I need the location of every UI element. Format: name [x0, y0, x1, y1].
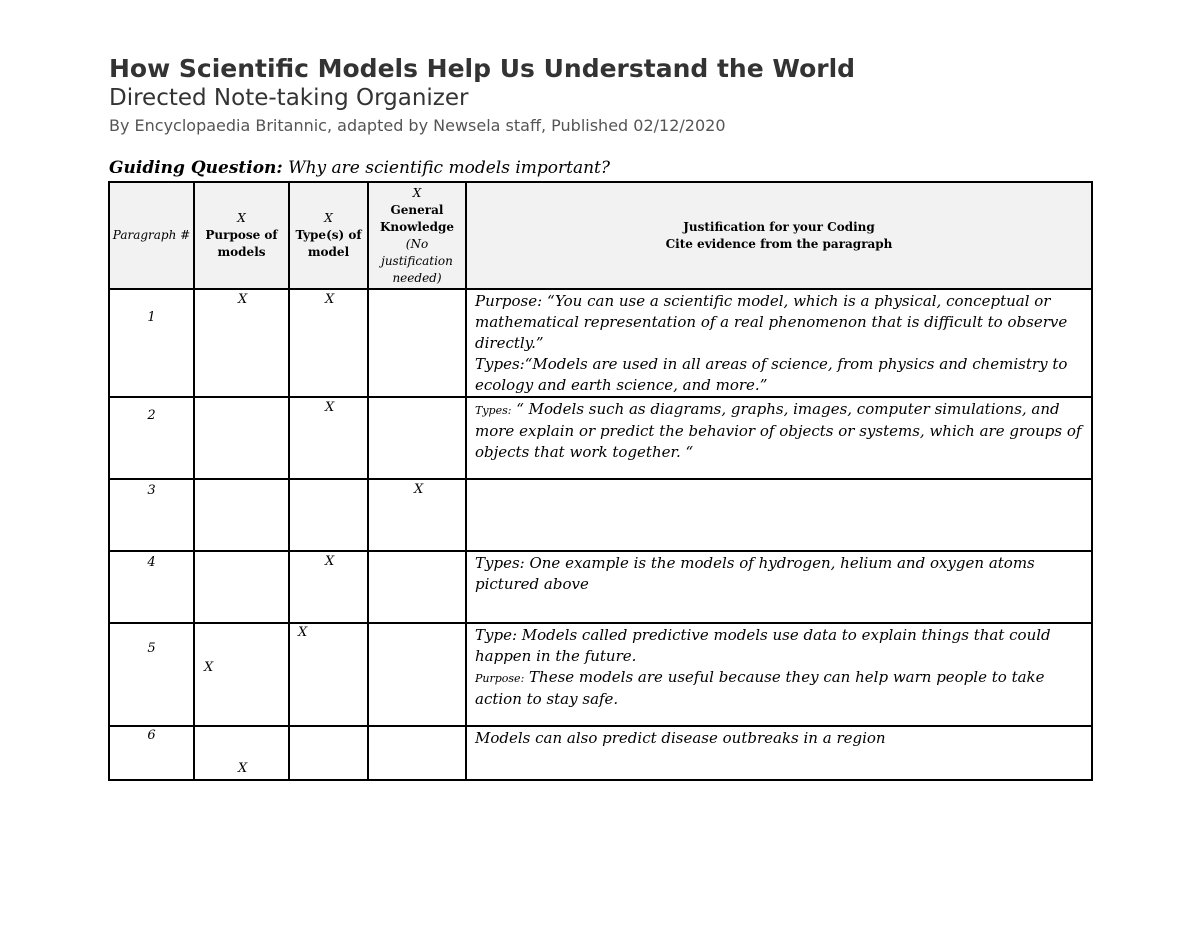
general-cell [368, 551, 466, 623]
header-purpose-x: X [237, 211, 246, 225]
justification-type: Type: Models called predictive models use data to explain things that could happen in the future. [475, 626, 1051, 665]
row-number: 3 [109, 479, 194, 551]
header-general-note: (No justification needed) [381, 236, 453, 285]
types-cell [289, 289, 368, 397]
header-justification-line1: Justification for your Coding [683, 219, 875, 234]
document-title: How Scientific Models Help Us Understand the World [109, 54, 856, 83]
table-row [109, 551, 1092, 623]
types-mark: X [325, 292, 335, 307]
justification-prefix: Purpose: [475, 672, 525, 685]
header-purpose-label: Purpose of models [205, 228, 278, 259]
purpose-cell [194, 726, 289, 780]
table-header-row [109, 182, 1092, 289]
purpose-mark: X [238, 761, 248, 776]
types-mark: X [325, 554, 335, 569]
justification-purpose [475, 667, 1083, 710]
justification-text: “ Models such as diagrams, graphs, images, computer simulations, and more explain or predict the behavior of objects or systems, which are groups of objects that work together. “ [475, 400, 1082, 461]
general-cell [368, 397, 466, 479]
justification-prefix: Types: [475, 404, 512, 417]
types-cell [289, 551, 368, 623]
general-cell [368, 726, 466, 780]
justification-cell [466, 551, 1092, 623]
general-cell [368, 289, 466, 397]
justification-text: Models can also predict disease outbreaks in a region [475, 729, 886, 747]
general-cell [368, 479, 466, 551]
justification-cell [466, 623, 1092, 726]
justification-purpose-text: These models are useful because they can help warn people to take action to stay safe. [475, 668, 1045, 708]
purpose-mark: X [204, 660, 214, 675]
justification-text: Types: One example is the models of hydrogen, helium and oxygen atoms pictured above [475, 554, 1035, 593]
types-mark: X [298, 625, 308, 640]
header-general-label: General Knowledge [379, 202, 455, 234]
guiding-question-label: Guiding Question: [109, 158, 283, 178]
row-number: 1 [109, 289, 194, 397]
header-general [368, 182, 466, 289]
justification-cell [466, 397, 1092, 479]
table-row [109, 289, 1092, 397]
justification-purpose: Purpose: “You can use a scientific model, which is a physical, conceptual or mathematical representation of a real phenomenon that is difficult to observe directly.” [475, 292, 1068, 352]
types-cell [289, 397, 368, 479]
header-paragraph [109, 182, 194, 289]
table-row [109, 397, 1092, 479]
table-row [109, 726, 1092, 780]
purpose-mark: X [238, 292, 248, 307]
row-number: 4 [109, 551, 194, 623]
row-number: 6 [109, 726, 194, 780]
purpose-cell [194, 551, 289, 623]
general-mark: X [414, 482, 424, 497]
purpose-cell [194, 289, 289, 397]
header-types [289, 182, 368, 289]
justification-cell [466, 289, 1092, 397]
types-cell [289, 726, 368, 780]
guiding-question-text: Why are scientific models important? [288, 158, 610, 178]
general-cell [368, 623, 466, 726]
document-subtitle: Directed Note-taking Organizer [109, 85, 469, 111]
types-cell [289, 623, 368, 726]
purpose-cell [194, 397, 289, 479]
header-justification [466, 182, 1092, 289]
purpose-cell [194, 479, 289, 551]
guiding-question [109, 158, 610, 178]
header-justification-line2: Cite evidence from the paragraph [665, 236, 893, 251]
document-byline: By Encyclopaedia Britannic, adapted by Newsela staff, Published 02/12/2020 [109, 116, 726, 135]
justification-cell [466, 479, 1092, 551]
header-paragraph-label: Paragraph # [112, 228, 191, 242]
header-general-x: X [412, 185, 422, 200]
types-mark: X [325, 400, 335, 415]
purpose-cell [194, 623, 289, 726]
row-number: 2 [109, 397, 194, 479]
row-number: 5 [109, 623, 194, 726]
header-types-x: X [324, 211, 333, 225]
table-row [109, 479, 1092, 551]
header-types-label: Type(s) of model [295, 228, 362, 259]
justification-types: Types:“Models are used in all areas of science, from physics and chemistry to ecology and earth science, and more.” [475, 355, 1068, 394]
justification-cell [466, 726, 1092, 780]
types-cell [289, 479, 368, 551]
header-purpose [194, 182, 289, 289]
table-row [109, 623, 1092, 726]
organizer-table [108, 181, 1093, 781]
